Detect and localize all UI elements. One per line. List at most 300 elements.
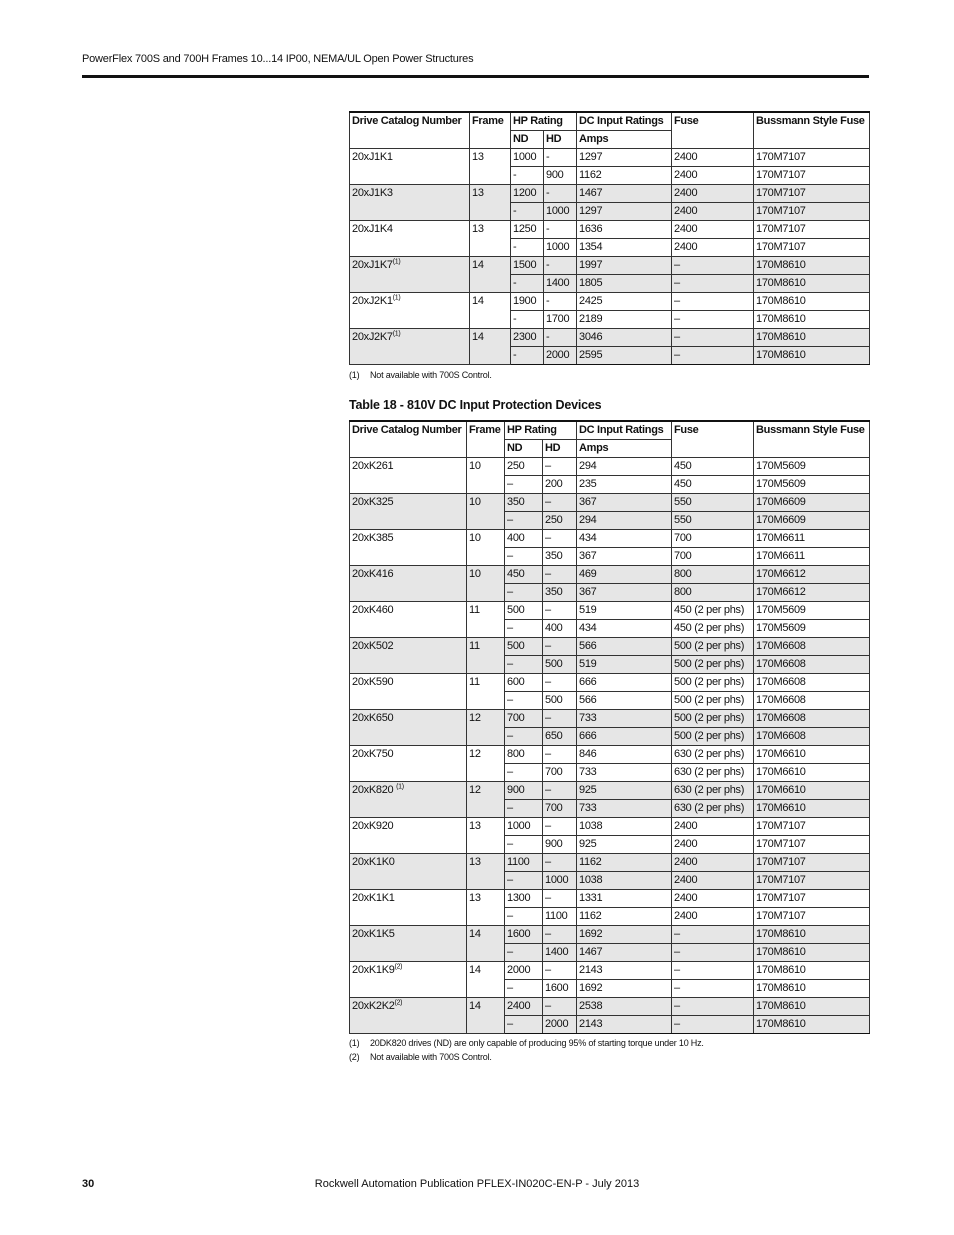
cell-frame: 13	[470, 149, 511, 185]
cell-amps: 2538	[577, 998, 672, 1016]
col-frame: Frame	[467, 421, 505, 458]
cell-bussmann: 170M6609	[754, 512, 870, 530]
catalog-number: 20xK1K1	[352, 892, 395, 904]
cell-hd: –	[543, 674, 577, 692]
cell-fuse: 800	[672, 566, 754, 584]
cell-hd: 1000	[544, 239, 577, 257]
cell-amps: 434	[577, 530, 672, 548]
cell-hd: -	[544, 293, 577, 311]
cell-bussmann: 170M8610	[754, 275, 870, 293]
cell-bussmann: 170M6609	[754, 494, 870, 512]
cell-bussmann: 170M7107	[754, 239, 870, 257]
table2-footnote-1	[349, 1038, 704, 1048]
cell-bussmann: 170M5609	[754, 602, 870, 620]
cell-fuse: –	[672, 980, 754, 998]
footnote-number: (1)	[349, 370, 360, 380]
cell-catalog	[350, 566, 467, 602]
cell-hd: 2000	[543, 1016, 577, 1034]
cell-hd: -	[544, 257, 577, 275]
cell-bussmann: 170M6612	[754, 566, 870, 584]
cell-fuse: –	[672, 329, 754, 347]
table-row	[350, 185, 870, 203]
catalog-number: 20xJ2K7	[352, 331, 393, 343]
cell-nd: -	[511, 275, 544, 293]
cell-nd: 350	[505, 494, 543, 512]
cell-fuse: 2400	[672, 149, 754, 167]
table-row	[350, 674, 870, 692]
catalog-number: 20xK385	[352, 532, 394, 544]
cell-hd: 200	[543, 476, 577, 494]
catalog-number: 20xK920	[352, 820, 394, 832]
cell-amps: 2595	[577, 347, 672, 365]
table-row	[350, 566, 870, 584]
cell-fuse: –	[672, 347, 754, 365]
cell-fuse: 450 (2 per phs)	[672, 620, 754, 638]
cell-nd: –	[505, 908, 543, 926]
cell-catalog	[350, 149, 470, 185]
cell-nd: -	[511, 203, 544, 221]
cell-catalog	[350, 674, 467, 710]
cell-hd: 1600	[543, 980, 577, 998]
cell-fuse: –	[672, 257, 754, 275]
cell-hd: –	[543, 602, 577, 620]
cell-catalog	[350, 854, 467, 890]
cell-fuse: 630 (2 per phs)	[672, 746, 754, 764]
cell-catalog	[350, 782, 467, 818]
cell-frame: 11	[467, 674, 505, 710]
cell-catalog	[350, 998, 467, 1034]
cell-nd: 500	[505, 638, 543, 656]
footnote-number: (1)	[349, 1038, 360, 1048]
header-rule	[82, 75, 869, 78]
cell-nd: –	[505, 800, 543, 818]
cell-amps: 925	[577, 782, 672, 800]
table-row	[350, 293, 870, 311]
cell-hd: 2000	[544, 347, 577, 365]
cell-fuse: –	[672, 944, 754, 962]
cell-catalog	[350, 602, 467, 638]
cell-nd: 450	[505, 566, 543, 584]
cell-amps: 1636	[577, 221, 672, 239]
cell-catalog	[350, 962, 467, 998]
cell-bussmann: 170M8610	[754, 329, 870, 347]
cell-nd: 1300	[505, 890, 543, 908]
cell-amps: 566	[577, 638, 672, 656]
cell-fuse: –	[672, 275, 754, 293]
cell-nd: 900	[505, 782, 543, 800]
cell-amps: 1297	[577, 203, 672, 221]
col-catalog: Drive Catalog Number	[350, 421, 467, 458]
cell-nd: 1900	[511, 293, 544, 311]
cell-hd: –	[543, 962, 577, 980]
cell-amps: 235	[577, 476, 672, 494]
publication-info: Rockwell Automation Publication PFLEX-IN020C-EN-P - July 2013	[314, 1178, 640, 1190]
cell-fuse: –	[672, 1016, 754, 1034]
table-row	[350, 962, 870, 980]
catalog-number: 20xJ1K4	[352, 223, 393, 235]
cell-bussmann: 170M5609	[754, 476, 870, 494]
cell-bussmann: 170M8610	[754, 311, 870, 329]
col-fuse: Fuse	[672, 421, 754, 458]
catalog-number: 20xK416	[352, 568, 394, 580]
cell-nd: 500	[505, 602, 543, 620]
cell-frame: 10	[467, 530, 505, 566]
catalog-number: 20xK460	[352, 604, 394, 616]
cell-catalog	[350, 890, 467, 926]
table2-footnote-2	[349, 1052, 492, 1062]
cell-fuse: 450	[672, 476, 754, 494]
cell-catalog	[350, 494, 467, 530]
cell-amps: 733	[577, 764, 672, 782]
cell-hd: 1400	[544, 275, 577, 293]
cell-amps: 1692	[577, 926, 672, 944]
cell-fuse: 500 (2 per phs)	[672, 638, 754, 656]
footnote-ref: (1)	[392, 294, 401, 302]
table-row	[350, 329, 870, 347]
dc-input-protection-table-810v	[349, 420, 870, 1034]
cell-fuse: 630 (2 per phs)	[672, 764, 754, 782]
cell-nd: –	[505, 872, 543, 890]
cell-fuse: 630 (2 per phs)	[672, 800, 754, 818]
cell-fuse: 2400	[672, 203, 754, 221]
cell-catalog	[350, 257, 470, 293]
cell-amps: 666	[577, 674, 672, 692]
cell-nd: -	[511, 167, 544, 185]
cell-nd: -	[511, 311, 544, 329]
footnote-ref: (1)	[396, 783, 404, 791]
cell-fuse: 500 (2 per phs)	[672, 710, 754, 728]
cell-amps: 733	[577, 710, 672, 728]
col-frame: Frame	[470, 112, 511, 149]
footnote-text: Not available with 700S Control.	[370, 1052, 492, 1062]
cell-bussmann: 170M8610	[754, 926, 870, 944]
cell-fuse: 500 (2 per phs)	[672, 728, 754, 746]
cell-fuse: –	[672, 998, 754, 1016]
cell-bussmann: 170M6608	[754, 728, 870, 746]
cell-fuse: 2400	[672, 185, 754, 203]
cell-hd: 500	[543, 656, 577, 674]
cell-fuse: 500 (2 per phs)	[672, 674, 754, 692]
page-header: PowerFlex 700S and 700H Frames 10...14 IP00, NEMA/UL Open Power Structures	[82, 53, 474, 65]
cell-amps: 469	[577, 566, 672, 584]
cell-nd: 400	[505, 530, 543, 548]
catalog-number: 20xK650	[352, 712, 394, 724]
cell-nd: –	[505, 692, 543, 710]
col-bussmann: Bussmann Style Fuse	[754, 421, 870, 458]
cell-nd: 1600	[505, 926, 543, 944]
col-nd: ND	[511, 131, 544, 149]
cell-nd: –	[505, 980, 543, 998]
cell-hd: –	[543, 458, 577, 476]
cell-bussmann: 170M7107	[754, 872, 870, 890]
cell-frame: 10	[467, 458, 505, 494]
catalog-number: 20xJ2K1	[352, 295, 393, 307]
cell-fuse: 2400	[672, 836, 754, 854]
cell-bussmann: 170M5609	[754, 620, 870, 638]
cell-nd: –	[505, 656, 543, 674]
cell-hd: 400	[543, 620, 577, 638]
cell-fuse: –	[672, 311, 754, 329]
cell-amps: 1467	[577, 185, 672, 203]
cell-hd: –	[543, 638, 577, 656]
cell-hd: 900	[544, 167, 577, 185]
cell-bussmann: 170M8610	[754, 293, 870, 311]
cell-fuse: 500 (2 per phs)	[672, 692, 754, 710]
cell-bussmann: 170M6610	[754, 800, 870, 818]
col-hd: HD	[543, 440, 577, 458]
cell-nd: 1250	[511, 221, 544, 239]
table-row	[350, 221, 870, 239]
table-caption: Table 18 - 810V DC Input Protection Devices	[349, 398, 602, 412]
cell-nd: 800	[505, 746, 543, 764]
cell-frame: 13	[467, 818, 505, 854]
cell-nd: 1000	[505, 818, 543, 836]
cell-nd: 600	[505, 674, 543, 692]
cell-bussmann: 170M6608	[754, 638, 870, 656]
cell-bussmann: 170M6611	[754, 530, 870, 548]
table-row	[350, 530, 870, 548]
cell-hd: 250	[543, 512, 577, 530]
table-row	[350, 890, 870, 908]
cell-frame: 10	[467, 494, 505, 530]
catalog-number: 20xK820	[352, 784, 397, 796]
cell-catalog	[350, 818, 467, 854]
cell-hd: -	[544, 149, 577, 167]
cell-hd: –	[543, 890, 577, 908]
cell-fuse: 2400	[672, 221, 754, 239]
cell-hd: 700	[543, 764, 577, 782]
cell-catalog	[350, 329, 470, 365]
cell-amps: 2143	[577, 962, 672, 980]
cell-bussmann: 170M6608	[754, 692, 870, 710]
cell-nd: -	[511, 239, 544, 257]
cell-bussmann: 170M8610	[754, 1016, 870, 1034]
col-amps: Amps	[577, 131, 672, 149]
cell-nd: –	[505, 548, 543, 566]
col-fuse: Fuse	[672, 112, 754, 149]
cell-catalog	[350, 458, 467, 494]
cell-amps: 1162	[577, 167, 672, 185]
cell-amps: 367	[577, 548, 672, 566]
cell-amps: 1805	[577, 275, 672, 293]
col-hp-rating: HP Rating	[511, 112, 577, 131]
cell-fuse: 550	[672, 512, 754, 530]
cell-bussmann: 170M6608	[754, 674, 870, 692]
cell-hd: –	[543, 998, 577, 1016]
catalog-number: 20xK325	[352, 496, 394, 508]
cell-catalog	[350, 926, 467, 962]
cell-nd: 2400	[505, 998, 543, 1016]
cell-hd: 650	[543, 728, 577, 746]
cell-amps: 1354	[577, 239, 672, 257]
catalog-number: 20xJ1K3	[352, 187, 393, 199]
cell-bussmann: 170M6610	[754, 764, 870, 782]
table-row	[350, 149, 870, 167]
cell-hd: 700	[543, 800, 577, 818]
catalog-number: 20xK1K0	[352, 856, 395, 868]
cell-nd: 700	[505, 710, 543, 728]
table-row	[350, 746, 870, 764]
catalog-number: 20xK502	[352, 640, 394, 652]
cell-bussmann: 170M7107	[754, 890, 870, 908]
cell-catalog	[350, 638, 467, 674]
cell-catalog	[350, 746, 467, 782]
cell-frame: 12	[467, 782, 505, 818]
cell-nd: 250	[505, 458, 543, 476]
table1-footnote	[349, 370, 492, 380]
cell-hd: 900	[543, 836, 577, 854]
cell-nd: –	[505, 836, 543, 854]
cell-frame: 13	[470, 221, 511, 257]
table-row	[350, 998, 870, 1016]
cell-bussmann: 170M7107	[754, 203, 870, 221]
cell-bussmann: 170M7107	[754, 221, 870, 239]
table-row	[350, 782, 870, 800]
cell-hd: 1700	[544, 311, 577, 329]
cell-hd: 1000	[544, 203, 577, 221]
cell-bussmann: 170M8610	[754, 962, 870, 980]
cell-amps: 294	[577, 458, 672, 476]
col-hd: HD	[544, 131, 577, 149]
cell-frame: 12	[467, 710, 505, 746]
cell-bussmann: 170M7107	[754, 836, 870, 854]
cell-amps: 1162	[577, 908, 672, 926]
footnote-text: 20DK820 drives (ND) are only capable of producing 95% of starting torque under 10 Hz.	[370, 1038, 704, 1048]
cell-hd: -	[544, 329, 577, 347]
cell-frame: 14	[467, 926, 505, 962]
cell-amps: 1297	[577, 149, 672, 167]
cell-catalog	[350, 185, 470, 221]
col-dc-input: DC Input Ratings	[577, 112, 672, 131]
cell-frame: 13	[467, 890, 505, 926]
cell-fuse: 450 (2 per phs)	[672, 602, 754, 620]
cell-fuse: 700	[672, 548, 754, 566]
cell-bussmann: 170M8610	[754, 257, 870, 275]
cell-catalog	[350, 710, 467, 746]
cell-bussmann: 170M8610	[754, 347, 870, 365]
table-row	[350, 602, 870, 620]
catalog-number: 20xK750	[352, 748, 394, 760]
cell-bussmann: 170M6608	[754, 656, 870, 674]
cell-hd: -	[544, 185, 577, 203]
table-row	[350, 710, 870, 728]
cell-amps: 1467	[577, 944, 672, 962]
cell-amps: 367	[577, 494, 672, 512]
cell-bussmann: 170M8610	[754, 944, 870, 962]
cell-amps: 925	[577, 836, 672, 854]
cell-hd: –	[543, 854, 577, 872]
col-amps: Amps	[577, 440, 672, 458]
cell-frame: 14	[470, 329, 511, 365]
cell-amps: 2189	[577, 311, 672, 329]
cell-nd: –	[505, 512, 543, 530]
cell-amps: 2425	[577, 293, 672, 311]
cell-hd: –	[543, 782, 577, 800]
cell-fuse: 500 (2 per phs)	[672, 656, 754, 674]
dc-input-protection-table-continued	[349, 111, 870, 365]
cell-catalog	[350, 221, 470, 257]
cell-hd: 1400	[543, 944, 577, 962]
col-nd: ND	[505, 440, 543, 458]
cell-amps: 3046	[577, 329, 672, 347]
table-row	[350, 494, 870, 512]
col-bussmann: Bussmann Style Fuse	[754, 112, 870, 149]
cell-hd: 350	[543, 584, 577, 602]
cell-fuse: 2400	[672, 890, 754, 908]
cell-nd: –	[505, 584, 543, 602]
table-row	[350, 926, 870, 944]
cell-amps: 666	[577, 728, 672, 746]
cell-bussmann: 170M6610	[754, 782, 870, 800]
cell-fuse: 550	[672, 494, 754, 512]
cell-hd: –	[543, 818, 577, 836]
cell-nd: 2000	[505, 962, 543, 980]
cell-frame: 14	[467, 998, 505, 1034]
cell-bussmann: 170M7107	[754, 908, 870, 926]
cell-nd: 1100	[505, 854, 543, 872]
cell-hd: -	[544, 221, 577, 239]
cell-hd: –	[543, 926, 577, 944]
cell-hd: –	[543, 530, 577, 548]
table-row	[350, 257, 870, 275]
cell-fuse: –	[672, 962, 754, 980]
cell-amps: 519	[577, 656, 672, 674]
table-row	[350, 458, 870, 476]
cell-fuse: 2400	[672, 167, 754, 185]
cell-frame: 10	[467, 566, 505, 602]
catalog-number: 20xK1K9	[352, 964, 395, 976]
cell-fuse: 450	[672, 458, 754, 476]
catalog-number: 20xK1K5	[352, 928, 395, 940]
cell-catalog	[350, 293, 470, 329]
cell-bussmann: 170M6611	[754, 548, 870, 566]
cell-amps: 733	[577, 800, 672, 818]
cell-bussmann: 170M6610	[754, 746, 870, 764]
cell-bussmann: 170M7107	[754, 185, 870, 203]
cell-hd: –	[543, 746, 577, 764]
cell-nd: –	[505, 620, 543, 638]
col-hp-rating: HP Rating	[505, 421, 577, 440]
cell-amps: 1038	[577, 818, 672, 836]
cell-fuse: 2400	[672, 239, 754, 257]
col-dc-input: DC Input Ratings	[577, 421, 672, 440]
cell-hd: –	[543, 494, 577, 512]
cell-amps: 1997	[577, 257, 672, 275]
cell-amps: 434	[577, 620, 672, 638]
cell-fuse: 800	[672, 584, 754, 602]
catalog-number: 20xK2K2	[352, 1000, 395, 1012]
cell-nd: 2300	[511, 329, 544, 347]
cell-frame: 11	[467, 638, 505, 674]
cell-hd: –	[543, 566, 577, 584]
cell-fuse: 2400	[672, 908, 754, 926]
cell-bussmann: 170M8610	[754, 998, 870, 1016]
catalog-number: 20xJ1K7	[352, 259, 393, 271]
catalog-number: 20xJ1K1	[352, 151, 393, 163]
cell-nd: –	[505, 944, 543, 962]
cell-frame: 14	[467, 962, 505, 998]
cell-nd: -	[511, 347, 544, 365]
footnote-ref: (2)	[394, 999, 403, 1007]
cell-bussmann: 170M7107	[754, 854, 870, 872]
cell-bussmann: 170M5609	[754, 458, 870, 476]
footnote-ref: (1)	[392, 330, 401, 338]
cell-nd: –	[505, 728, 543, 746]
cell-hd: 1000	[543, 872, 577, 890]
col-catalog: Drive Catalog Number	[350, 112, 470, 149]
cell-amps: 1692	[577, 980, 672, 998]
cell-hd: 350	[543, 548, 577, 566]
